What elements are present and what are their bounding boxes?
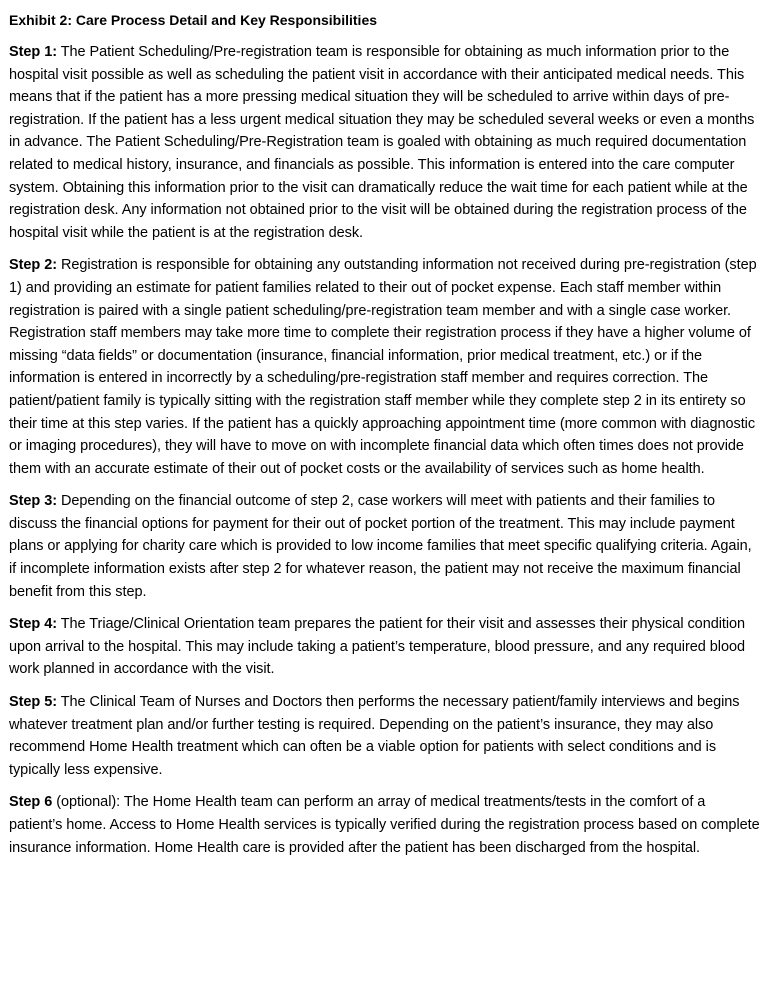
exhibit-title: Exhibit 2: Care Process Detail and Key Responsibilities <box>9 12 378 28</box>
step-6-text: (optional): The Home Health team can perform an array of medical treatments/tests in the comfort of a patient’s home. Access to Home Health services is typically verified during the registration process based on complete insurance information. Home Health care is provided after the patient has been discharged from the hospital. <box>9 794 760 856</box>
step-3-text: Depending on the financial outcome of step 2, case workers will meet with patients and their families to discuss the financial options for payment for their out of pocket portion of the treatment. This may include payment plans or applying for charity care which is provided to low income families that meet specific qualifying criteria. Again, if incomplete information exists after step 2 for whatever reason, the patient may not receive the maximum financial benefit from this step. <box>9 493 752 600</box>
step-6-label: Step 6 <box>9 794 53 811</box>
step-3-paragraph <box>9 490 761 603</box>
step-2-text: Registration is responsible for obtaining any outstanding information not received during pre-registration (step 1) and providing an estimate for patient families related to their out of pocket expense. Each staff member within registration is paired with a single patient scheduling/pre-registration team member and with a single case worker. Registration staff members may take more time to complete their registration process if they have a higher volume of missing “data fields” or documentation (insurance, financial information, prior medical treatment, etc.) or if the information is entered in incorrectly by a scheduling/pre-registration staff member and requires correction. The patient/patient family is typically sitting with the registration staff member while they complete step 2 in its entirety so their time at this step varies. If the patient has a quickly approaching appointment time (more common with diagnostic or imaging procedures), they will have to move on with incomplete financial data which often times does not provide them with an accurate estimate of their out of pocket costs or the availability of services such as home health. <box>9 257 757 477</box>
step-1-text: The Patient Scheduling/Pre-registration team is responsible for obtaining as much information prior to the hospital visit possible as well as scheduling the patient visit in accordance with their anticipated medical needs. This means that if the patient has a more pressing medical situation they will be scheduled to arrive within days of pre-registration. If the patient has a less urgent medical situation they may be scheduled several weeks or even a months in advance. The Patient Scheduling/Pre-Registration team is goaled with obtaining as much required documentation related to medical history, insurance, and financials as possible. This information is entered into the care computer system. Obtaining this information prior to the visit can dramatically reduce the wait time for each patient while at the registration desk. Any information not obtained prior to the visit will be obtained during the registration process of the hospital visit while the patient is at the registration desk. <box>9 44 755 241</box>
step-3-label: Step 3: <box>9 493 57 510</box>
step-5-label: Step 5: <box>9 694 57 711</box>
step-2-paragraph <box>9 254 761 480</box>
step-5-text: The Clinical Team of Nurses and Doctors then performs the necessary patient/family interviews and begins whatever treatment plan and/or further testing is required. Depending on the patient’s insurance, they may also recommend Home Health treatment which can often be a viable option for patients with select conditions and is typically less expensive. <box>9 694 740 778</box>
step-1-paragraph <box>9 41 761 244</box>
step-2-label: Step 2: <box>9 257 57 274</box>
step-6-paragraph <box>9 791 761 859</box>
step-5-paragraph <box>9 691 761 781</box>
step-1-label: Step 1: <box>9 44 57 60</box>
step-4-label: Step 4: <box>9 616 57 633</box>
step-4-paragraph <box>9 613 761 681</box>
step-4-text: The Triage/Clinical Orientation team prepares the patient for their visit and assesses their physical condition upon arrival to the hospital. This may include taking a patient’s temperature, blood pressure, and any required blood work planned in accordance with the visit. <box>9 616 746 678</box>
